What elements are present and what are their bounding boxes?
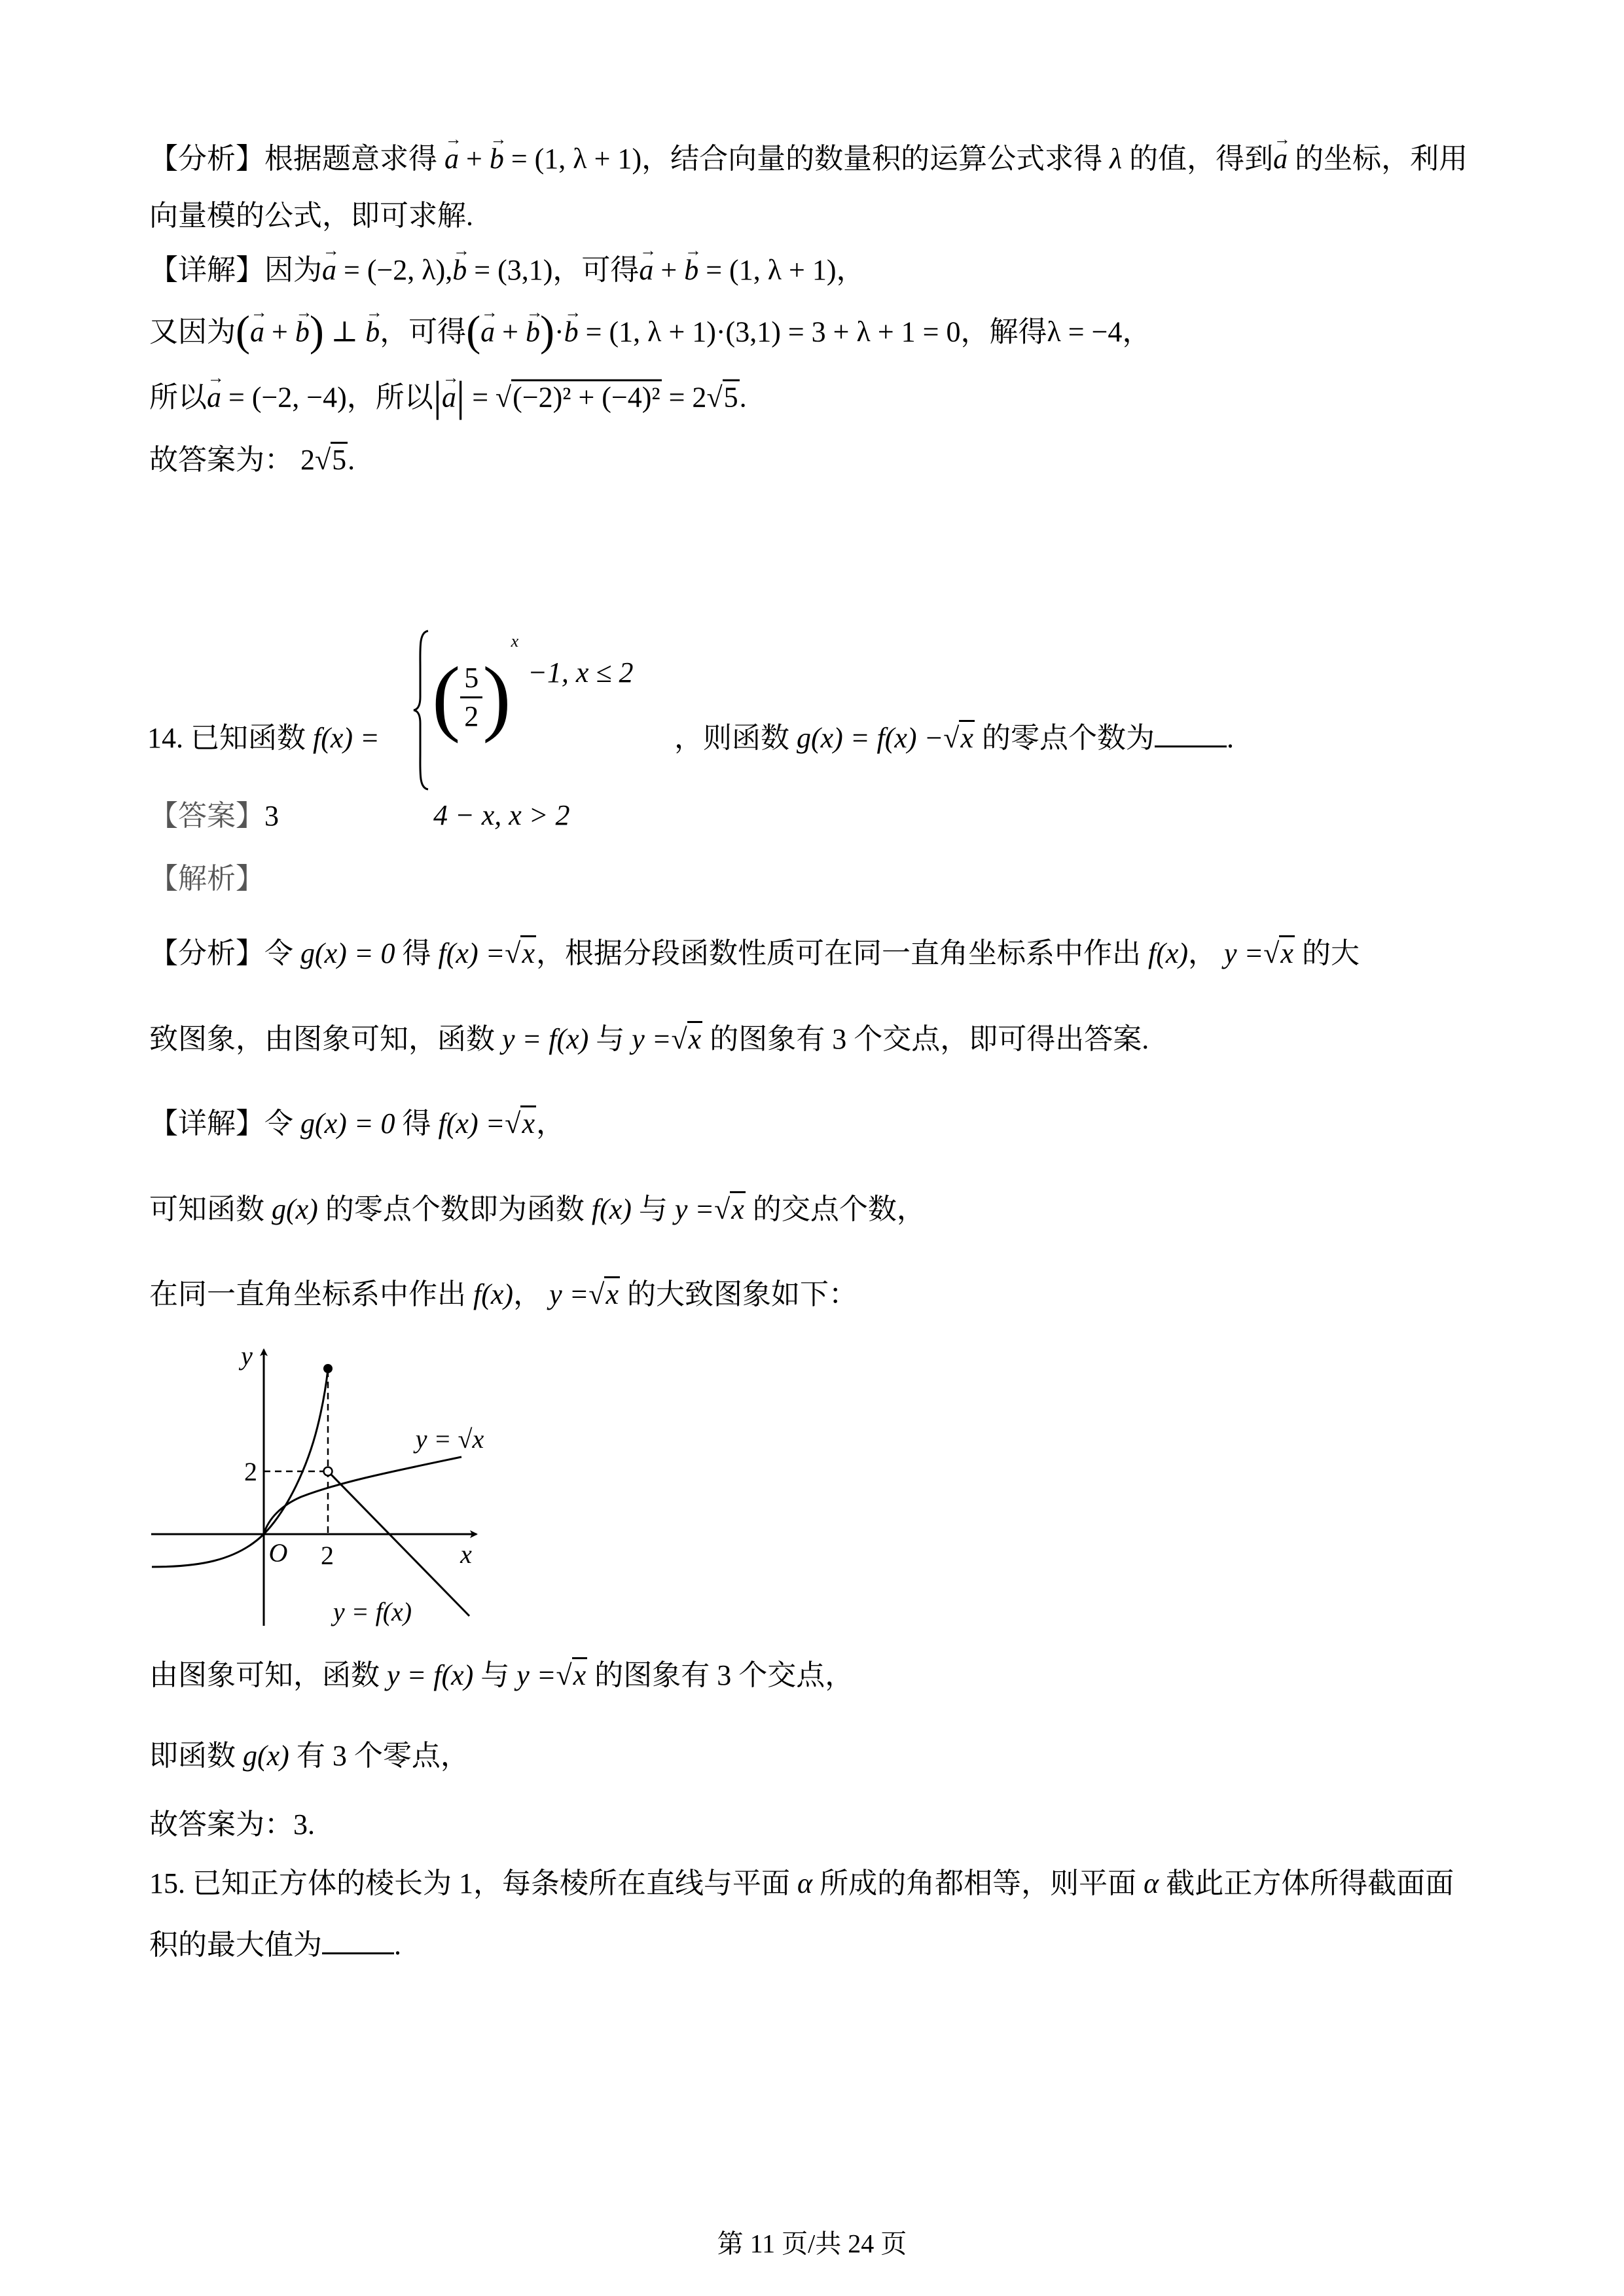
text: ， [535,1107,565,1139]
math-expr: −1, x ≤ 2 [528,656,634,689]
math-expr: = (1, λ + 1) [511,143,642,175]
math-expr: λ = −4 [1047,315,1123,348]
vector-b: → b [365,313,380,352]
text: . [739,381,747,414]
vector-b: → b [490,139,504,179]
line-linear-branch [331,1474,469,1616]
radicand: x [520,1105,536,1139]
text: ， [1188,937,1218,969]
piecewise-case-1: ( $\frac{5}{2}$ ) x −1, x ≤ 2 [432,632,634,744]
vector-a: → a [207,378,221,418]
text: ，可得 [380,315,467,348]
sqrt-expr: √5 [315,440,348,480]
answer-blank [322,1926,394,1954]
text: 故答案为：3. [149,1808,315,1840]
math-expr: = (1, λ + 1)·(3,1) = 3 + λ + 1 = 0 [585,315,961,348]
text: ， [513,1278,543,1310]
radicand: x [959,720,975,754]
q14-conclusion-line2 [149,1736,469,1776]
radicand: x [604,1276,620,1310]
detail-label: 【详解】 [149,1107,264,1139]
sqrt-expr: √x [943,719,975,758]
x-tick-label: 2 [321,1541,334,1570]
math-expr: y = [1224,937,1264,969]
math-expr: y = [674,1193,715,1225]
text: 积的最大值为 [149,1929,322,1961]
math-expr: y = f(x) [502,1023,589,1055]
math-expr: = 2 [668,381,707,414]
text: 令 [264,1107,293,1139]
piecewise-case-2: 4 − x, x > 2 [433,799,570,831]
text: 的图象有 3 个交点，即可得出答案. [710,1023,1149,1055]
analysis-label: 【分析】 [149,143,264,175]
q13-analysis-line1: 【分析】根据题意求得 → a + → b = (1, λ + 1)，结合向量的数量积的运算公式求得 λ 的值，得到→ a 的坐标，利用 [149,139,1468,179]
math-expr: = [472,381,489,414]
text: 所以 [149,381,207,414]
sqrt-expr: √5 [706,378,739,418]
sqrt-expr: √x [505,1104,536,1143]
text: 根据题意求得 [264,143,437,175]
math-expr: 2 [300,444,315,476]
text: 即函数 [149,1740,236,1772]
text: 与 [638,1193,668,1225]
lambda-symbol: λ [1110,143,1123,175]
filled-endpoint [323,1364,333,1373]
text: 可知函数 [149,1193,264,1225]
text: 与 [596,1023,625,1055]
math-expr: = (−2, −4) [228,381,347,414]
sqrt-expr: √x [672,1020,703,1059]
vector-a: → a [480,313,495,352]
question-number: 15. [149,1867,185,1899]
radicand: 5 [723,380,740,414]
text: 的零点个数为 [981,722,1155,754]
curve-sqrt [264,1457,461,1534]
math-expr: f(x) [1147,937,1189,969]
text: 在同一直角坐标系中作出 [149,1278,466,1310]
radicand: (−2)² + (−4)² [511,380,661,414]
text: ，解得 [960,315,1047,348]
q14-conclusion-line1 [149,1656,854,1695]
text: 的交点个数， [752,1193,926,1225]
radicand: x [1279,935,1295,969]
radicand: x [520,935,536,969]
math-expr: g(x) = 0 [300,937,395,969]
q13-detail-line1: 【详解】因为→ a = (−2, λ),→ b = (3,1)，可得→ a + → b = (1, λ + 1)， [149,251,865,290]
math-expr: g(x) = 0 [300,1107,395,1139]
answer-label: 【答案】 [149,800,264,832]
text: 的大 [1301,937,1360,969]
text: ，根据分段函数性质可在同一直角坐标系中作出 [535,937,1141,969]
text: ，结合向量的数量积的运算公式求得 [641,143,1103,175]
sqrt-expr: √x [505,934,536,973]
text: 又因为 [149,315,236,348]
vector-a: → a [322,251,336,290]
alpha-symbol: α [1144,1867,1159,1899]
text: 向量模的公式，即可求解. [149,200,473,232]
text: 得 [402,1107,431,1139]
radicand: x [572,1657,588,1691]
vector-b: → b [684,251,698,290]
text: 故答案为： [149,444,293,476]
q13-detail-line3: 所以→ a = (−2, −4)，所以|→ a| = √(−2)² + (−4)² = 2√5. [149,378,747,418]
text: 截此正方体所得截面面 [1166,1867,1454,1899]
math-expr: f(x) = [438,1107,505,1139]
math-expr: g(x) [243,1740,289,1772]
text: ，则函数 [674,722,789,754]
text: . [394,1929,401,1961]
math-expr: g(x) = f(x) − [797,722,944,754]
y-axis-label: y [241,1341,253,1371]
math-expr: = (3,1) [474,254,553,286]
math-expr: f(x) [591,1193,632,1225]
text: ，所以 [346,381,433,414]
q13-detail-line2: 又因为(→ a + → b) ⊥ → b，可得(→ a + → b)·→ b = (1, λ + 1)·(3,1) = 3 + λ + 1 = 0，解得λ = −4， [149,312,1151,352]
denominator: 2 [464,700,479,732]
math-expr: y = [549,1278,589,1310]
page-footer: 第 11 页/共 24 页 [717,2229,907,2259]
text: 的大致图象如下： [626,1278,857,1310]
math-expr: y = [516,1659,556,1691]
detail-label: 【详解】 [149,254,264,286]
sqrt-expr: √(−2)² + (−4)² [496,378,662,418]
math-expr: = (−2, λ), [344,254,453,286]
exponent: x [511,632,519,651]
text: 的坐标，利用 [1295,143,1468,175]
sqrt-expr: √x [556,1656,588,1695]
numerator: 5 [464,661,479,694]
answer-value: 3 [264,800,279,832]
math-expr: f(x) = [438,937,505,969]
analysis-label: 【分析】 [149,937,264,969]
vector-a: → a [1273,139,1288,179]
text: ， [836,254,865,286]
vector-a: → a [442,378,456,418]
math-expr: f(x) [473,1278,514,1310]
text: 的图象有 3 个交点， [594,1659,854,1691]
vector-b: → b [452,251,467,290]
vector-a: → a [250,313,264,352]
text: . [1226,722,1234,754]
text: 得 [402,937,431,969]
fx-curve-label: y = f(x) [333,1597,412,1626]
q15-line2 [149,1926,401,1965]
text: ，可得 [552,254,640,286]
x-axis-label: x [460,1539,472,1569]
text: . [348,444,355,476]
perp-symbol: ⊥ [331,315,359,348]
jiexi-label: 【解析】 [149,863,264,895]
text: 已知函数 [190,722,306,754]
text: 的值，得到 [1129,143,1274,175]
math-expr: = (1, λ + 1) [706,254,837,286]
radicand: 5 [331,442,348,476]
curve-exponential-branch [152,1369,328,1567]
math-expr: y = f(x) [387,1659,474,1691]
question-number: 14. [147,722,183,754]
math-expr: g(x) [272,1193,318,1225]
text: 因为 [264,254,322,286]
open-endpoint [324,1467,333,1476]
text: 的零点个数即为函数 [325,1193,585,1225]
radicand: x [687,1021,703,1055]
math-expr: f(x) = [313,722,380,754]
text: 令 [264,937,293,969]
radicand: x [730,1191,746,1225]
math-expr: y = [632,1023,672,1055]
vector-a: → a [639,251,653,290]
origin-label: O [268,1538,288,1568]
text: 有 3 个零点， [296,1740,469,1772]
vector-b: → b [564,313,579,352]
text: 由图象可知，函数 [149,1659,380,1691]
text: 已知正方体的棱长为 1，每条棱所在直线与平面 [192,1867,790,1899]
text: 致图象，由图象可知，函数 [149,1023,495,1055]
text: ， [1122,315,1151,348]
sqrt-expr: √x [714,1190,746,1229]
vector-a: → a [444,139,459,179]
alpha-symbol: α [797,1867,813,1899]
text: 与 [480,1659,510,1691]
q15-line1 [149,1864,1454,1903]
q14-final-answer [149,1805,315,1844]
sqrt-expr: √x [588,1275,620,1314]
y-tick-label: 2 [244,1457,257,1486]
text: 所成的角都相等，则平面 [820,1867,1137,1899]
sqrt-expr: √x [1263,934,1295,973]
vector-b: → b [526,313,540,352]
vector-b: → b [295,313,310,352]
sqrt-curve-label: y = √x [415,1424,484,1454]
